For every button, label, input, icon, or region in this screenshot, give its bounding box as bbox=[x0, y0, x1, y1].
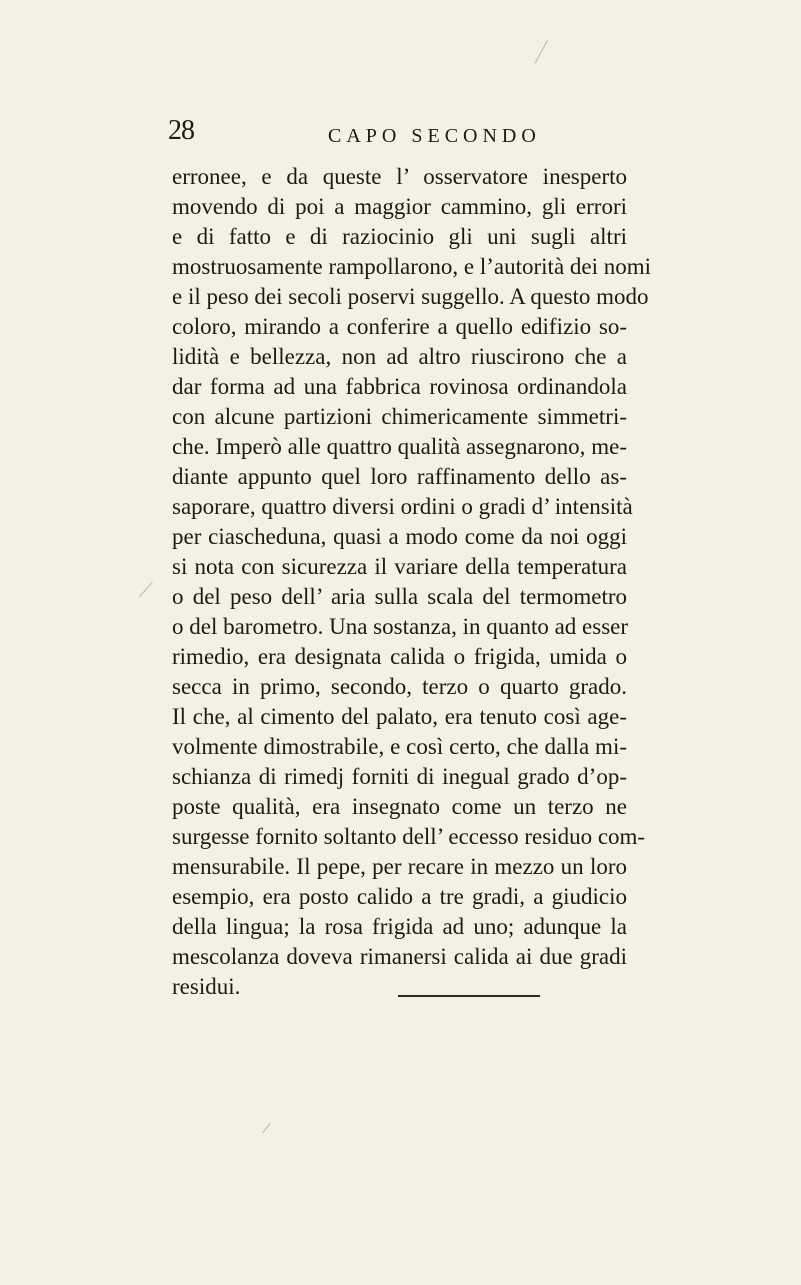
text-line: surgesse fornito soltanto dell’ eccesso residuo com- bbox=[172, 824, 646, 849]
text-line: si nota con sicurezza il variare della temperatura bbox=[172, 554, 627, 579]
text-line: saporare, quattro diversi ordini o gradi d’ intensità bbox=[172, 494, 633, 519]
text-line: rimedio, era designata calida o frigida, umida o bbox=[172, 644, 627, 669]
text-line: o del barometro. Una sostanza, in quanto ad esser bbox=[172, 614, 629, 639]
text-line: volmente dimostrabile, e così certo, che dalla mi- bbox=[172, 734, 627, 759]
text-line: movendo di poi a maggior cammino, gli errori bbox=[172, 194, 627, 219]
text-line: che. Imperò alle quattro qualità assegnarono, me- bbox=[172, 434, 627, 459]
text-line: erronee, e da queste l’ osservatore inesperto bbox=[172, 164, 627, 189]
text-line: e il peso dei secoli poservi suggello. A questo modo bbox=[172, 284, 649, 309]
margin-pencil-mark bbox=[262, 1123, 270, 1133]
text-line: mescolanza doveva rimanersi calida ai due gradi bbox=[172, 944, 627, 969]
text-line: residui. bbox=[172, 974, 241, 999]
text-line: dar forma ad una fabbrica rovinosa ordinandola bbox=[172, 374, 627, 399]
section-end-rule bbox=[398, 995, 540, 997]
page-number: 28 bbox=[168, 115, 194, 146]
text-line: coloro, mirando a conferire a quello edifizio so- bbox=[172, 314, 627, 339]
running-head: CAPO SECONDO bbox=[328, 125, 541, 147]
text-line: secca in primo, secondo, terzo o quarto grado. bbox=[172, 674, 627, 699]
text-line: Il che, al cimento del palato, era tenuto così age- bbox=[172, 704, 627, 729]
text-line: della lingua; la rosa frigida ad uno; adunque la bbox=[172, 914, 627, 939]
text-line: per ciascheduna, quasi a modo come da noi oggi bbox=[172, 524, 627, 549]
body-text bbox=[172, 162, 652, 1002]
text-line: esempio, era posto calido a tre gradi, a giudicio bbox=[172, 884, 627, 909]
margin-pencil-mark bbox=[535, 40, 548, 63]
text-line: poste qualità, era insegnato come un terzo ne bbox=[172, 794, 627, 819]
text-line: lidità e bellezza, non ad altro riuscirono che a bbox=[172, 344, 627, 369]
text-line: con alcune partizioni chimericamente simmetri- bbox=[172, 404, 627, 429]
text-line: schianza di rimedj forniti di inegual grado d’op- bbox=[172, 764, 627, 789]
text-line: mostruosamente rampollarono, e l’autorità dei nomi bbox=[172, 254, 652, 279]
margin-pencil-mark bbox=[139, 582, 153, 598]
text-line: mensurabile. Il pepe, per recare in mezzo un loro bbox=[172, 854, 627, 879]
text-line: o del peso dell’ aria sulla scala del termometro bbox=[172, 584, 627, 609]
text-line: diante appunto quel loro raffinamento dello as- bbox=[172, 464, 627, 489]
page-header bbox=[168, 115, 628, 149]
text-line: e di fatto e di raziocinio gli uni sugli altri bbox=[172, 224, 627, 249]
